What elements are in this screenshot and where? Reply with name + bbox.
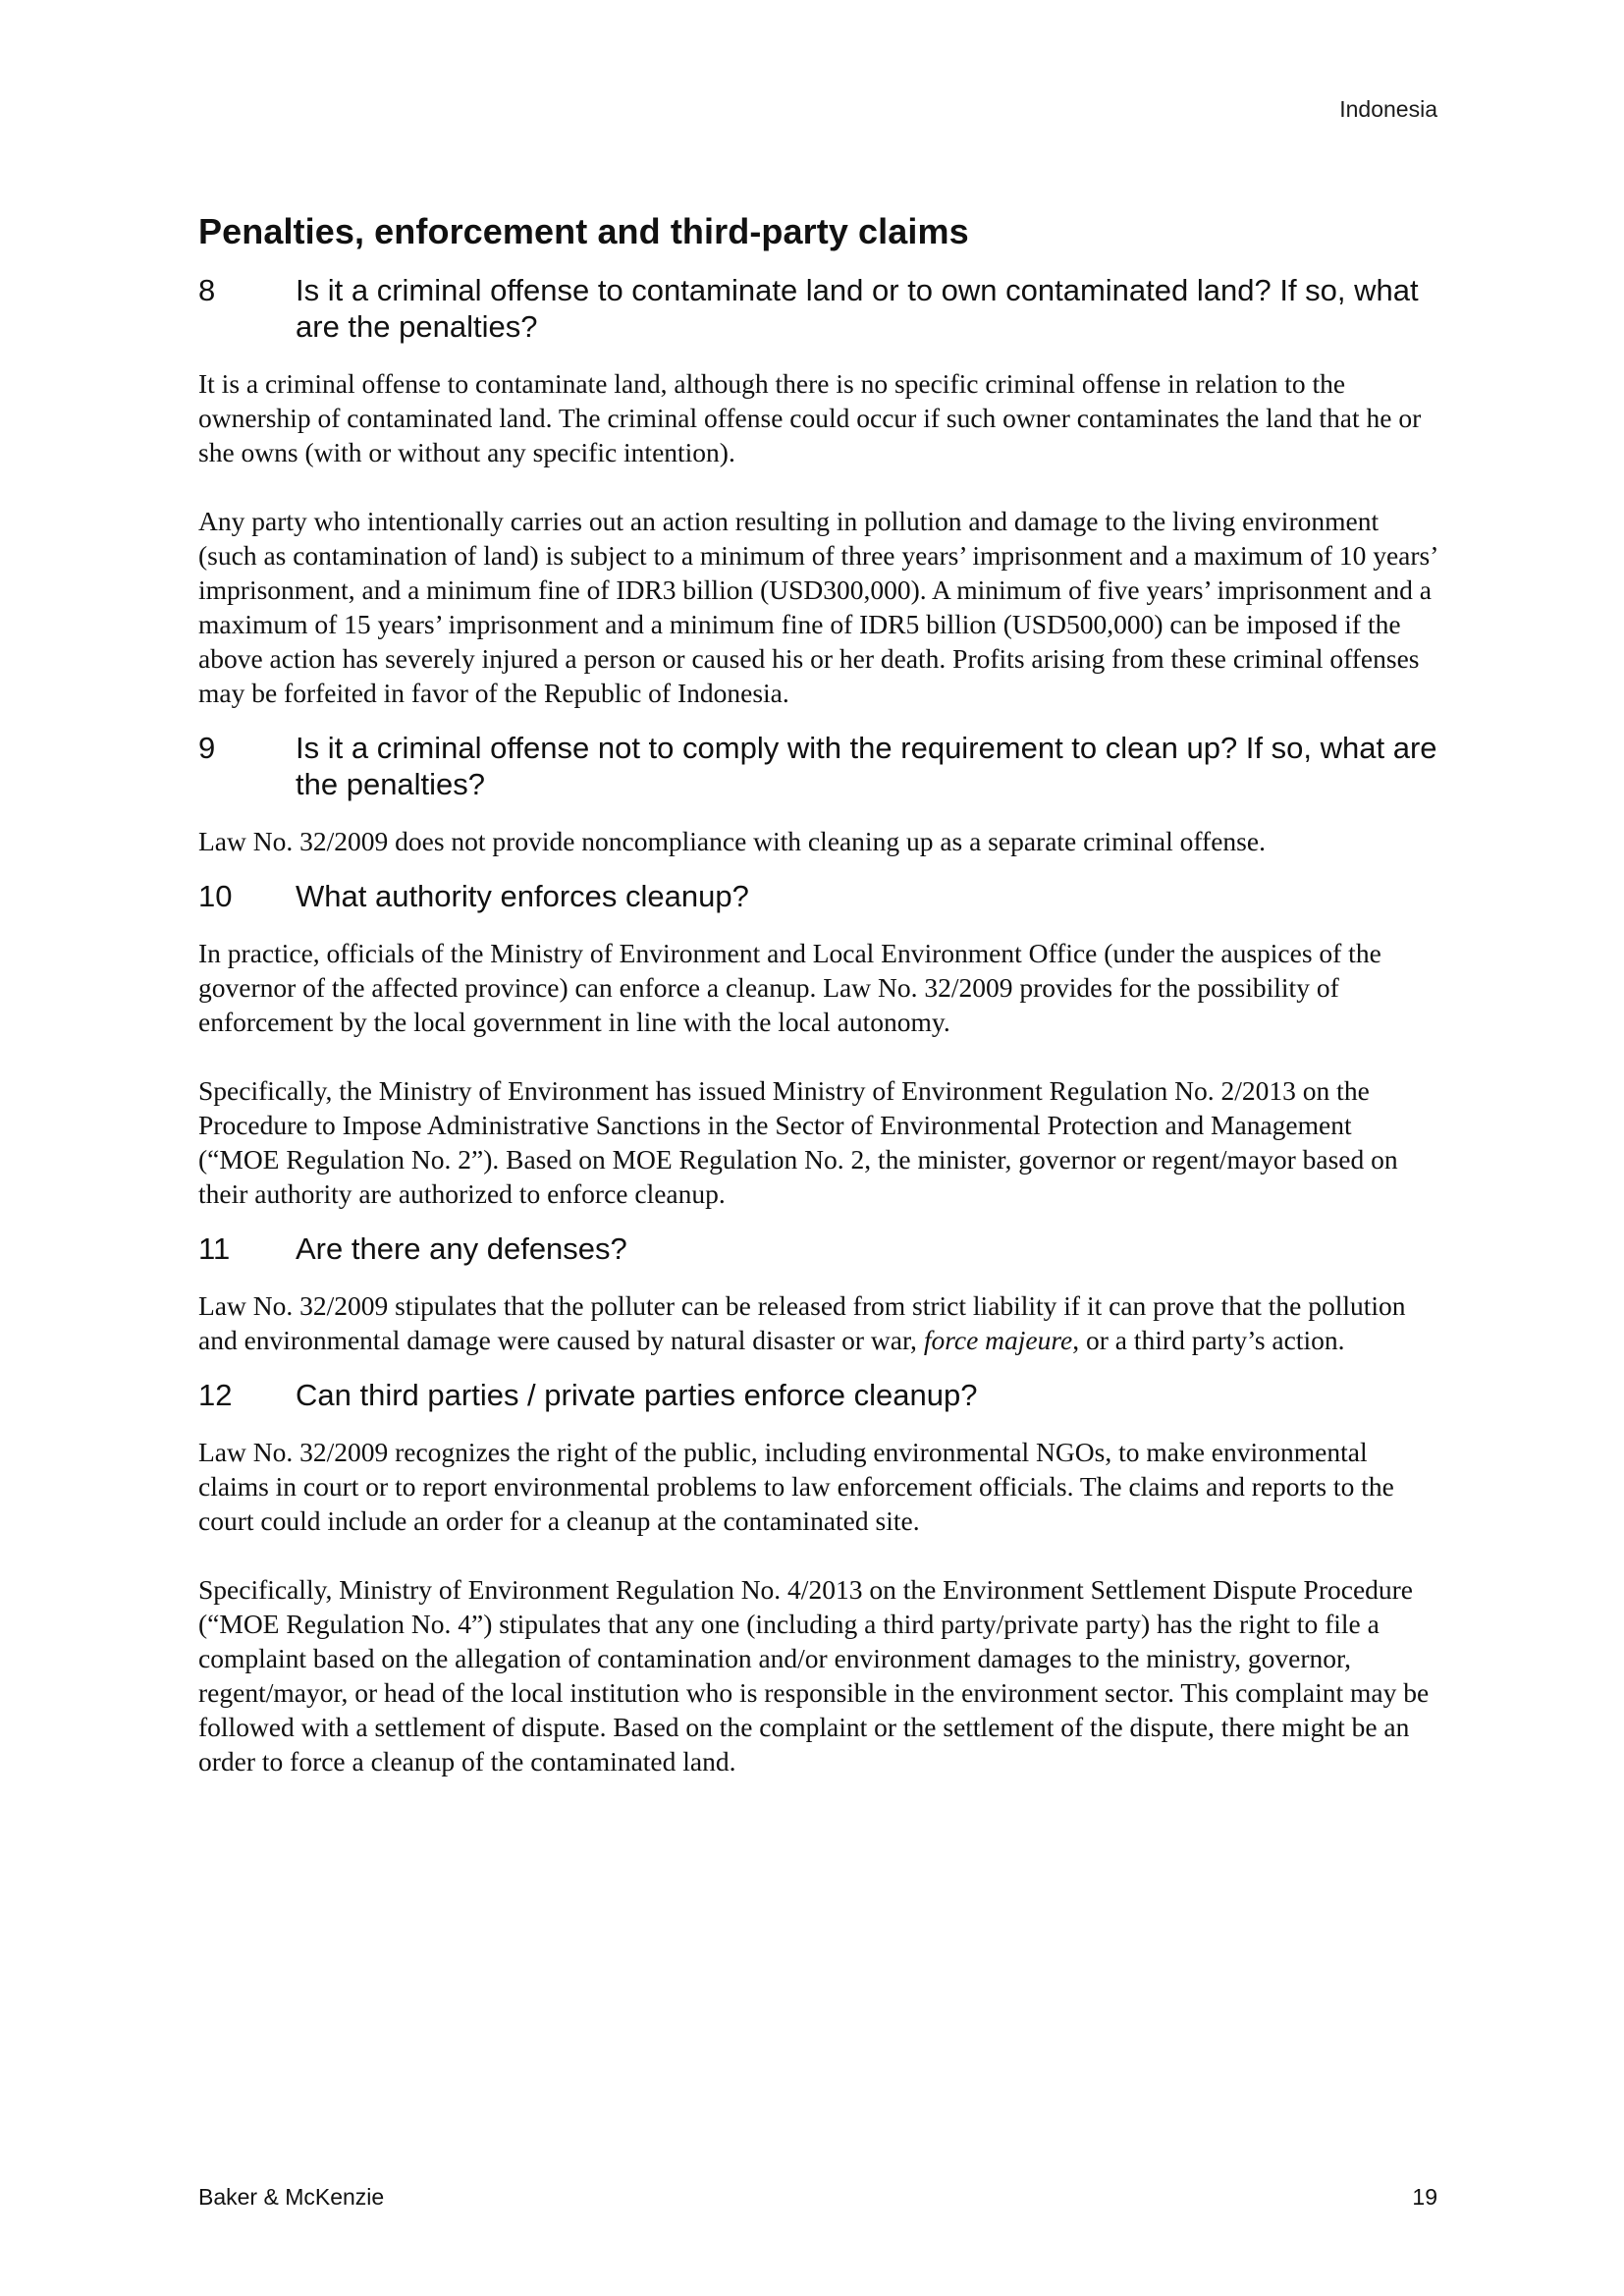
- answer-paragraph: It is a criminal offense to contaminate land, although there is no specific criminal offense in relation to the ownership of contaminated land. The criminal offense could occur if such owner contaminates the land that he or she owns (with or without any specific intention).: [198, 368, 1422, 467]
- answer-paragraph: Law No. 32/2009 recognizes the right of the public, including environmental NGOs, to make environmental claims in court or to report environmental problems to law enforcement officials. The claims and reports to the court could include an order for a cleanup at the contaminated site.: [198, 1437, 1394, 1536]
- question-text: Is it a criminal offense to contaminate land or to own contaminated land? If so, what are the penalties?: [296, 273, 1419, 344]
- answer-paragraph: Any party who intentionally carries out an action resulting in pollution and damage to the living environment (such as contamination of land) is subject to a minimum of three years’ imprisonment and a maximum of 10 years’ imprisonment, and a minimum fine of IDR3 billion (USD300,000). A minimum of five years’ imprisonment and a maximum of 15 years’ imprisonment and a minimum fine of IDR5 billion (USD500,000) can be imposed if the above action has severely injured a person or caused his or her death. Profits arising from these criminal offenses may be forfeited in favor of the Republic of Indonesia.: [198, 506, 1437, 708]
- answer-paragraph: [198, 1288, 1437, 1357]
- question-number: 8: [198, 273, 216, 307]
- italic-term: force majeure: [923, 1325, 1073, 1355]
- section-title: Penalties, enforcement and third-party claims: [198, 211, 969, 251]
- question-number: 9: [198, 731, 216, 765]
- question-8-heading: [198, 272, 1437, 345]
- answer-paragraph: Specifically, the Ministry of Environment has issued Ministry of Environment Regulation No. 2/2013 on the Procedure to Impose Administrative Sanctions in the Sector of Environmental Protection and Management (“MOE Regulation No. 2”). Based on MOE Regulation No. 2, the minister, governor or regent/mayor based on their authority are authorized to enforce cleanup.: [198, 1075, 1398, 1209]
- question-9-heading: [198, 730, 1437, 802]
- question-11-heading: [198, 1230, 1437, 1267]
- question-text: Are there any defenses?: [296, 1231, 627, 1266]
- question-text: Can third parties / private parties enforce cleanup?: [296, 1378, 978, 1412]
- question-text: What authority enforces cleanup?: [296, 879, 749, 913]
- answer-text: , or a third party’s action.: [1072, 1325, 1345, 1355]
- page-content: [198, 211, 1437, 1813]
- question-12-heading: [198, 1377, 1437, 1413]
- question-10-heading: [198, 878, 1437, 914]
- answer-paragraph: In practice, officials of the Ministry of Environment and Local Environment Office (under the auspices of the governor of the affected province) can enforce a cleanup. Law No. 32/2009 provides for the possibility of enforcement by the local government in line with the local autonomy.: [198, 938, 1381, 1037]
- footer-firm-name: Baker & McKenzie: [198, 2184, 385, 2210]
- running-header: Indonesia: [1339, 96, 1437, 122]
- answer-paragraph: Specifically, Ministry of Environment Regulation No. 4/2013 on the Environment Settlement Dispute Procedure (“MOE Regulation No. 4”) stipulates that any one (including a third party/private party) has the right to file a complaint based on the allegation of contamination and/or environment damages to the ministry, governor, regent/mayor, or head of the local institution who is responsible in the environment sector. This complaint may be followed with a settlement of dispute. Based on the complaint or the settlement of the dispute, there might be an order to force a cleanup of the contaminated land.: [198, 1574, 1430, 1777]
- answer-paragraph: Law No. 32/2009 does not provide noncompliance with cleaning up as a separate criminal offense.: [198, 826, 1266, 856]
- question-number: 11: [198, 1231, 231, 1266]
- answer-text: Law No. 32/2009 stipulates that the polluter can be released from strict liability if it can prove that the pollution and environmental damage were caused by natural disaster or war,: [198, 1290, 1406, 1355]
- question-number: 12: [198, 1378, 233, 1412]
- question-number: 10: [198, 879, 233, 913]
- question-text: Is it a criminal offense not to comply with the requirement to clean up? If so, what are the penalties?: [296, 731, 1437, 801]
- footer-page-number: 19: [1412, 2184, 1437, 2210]
